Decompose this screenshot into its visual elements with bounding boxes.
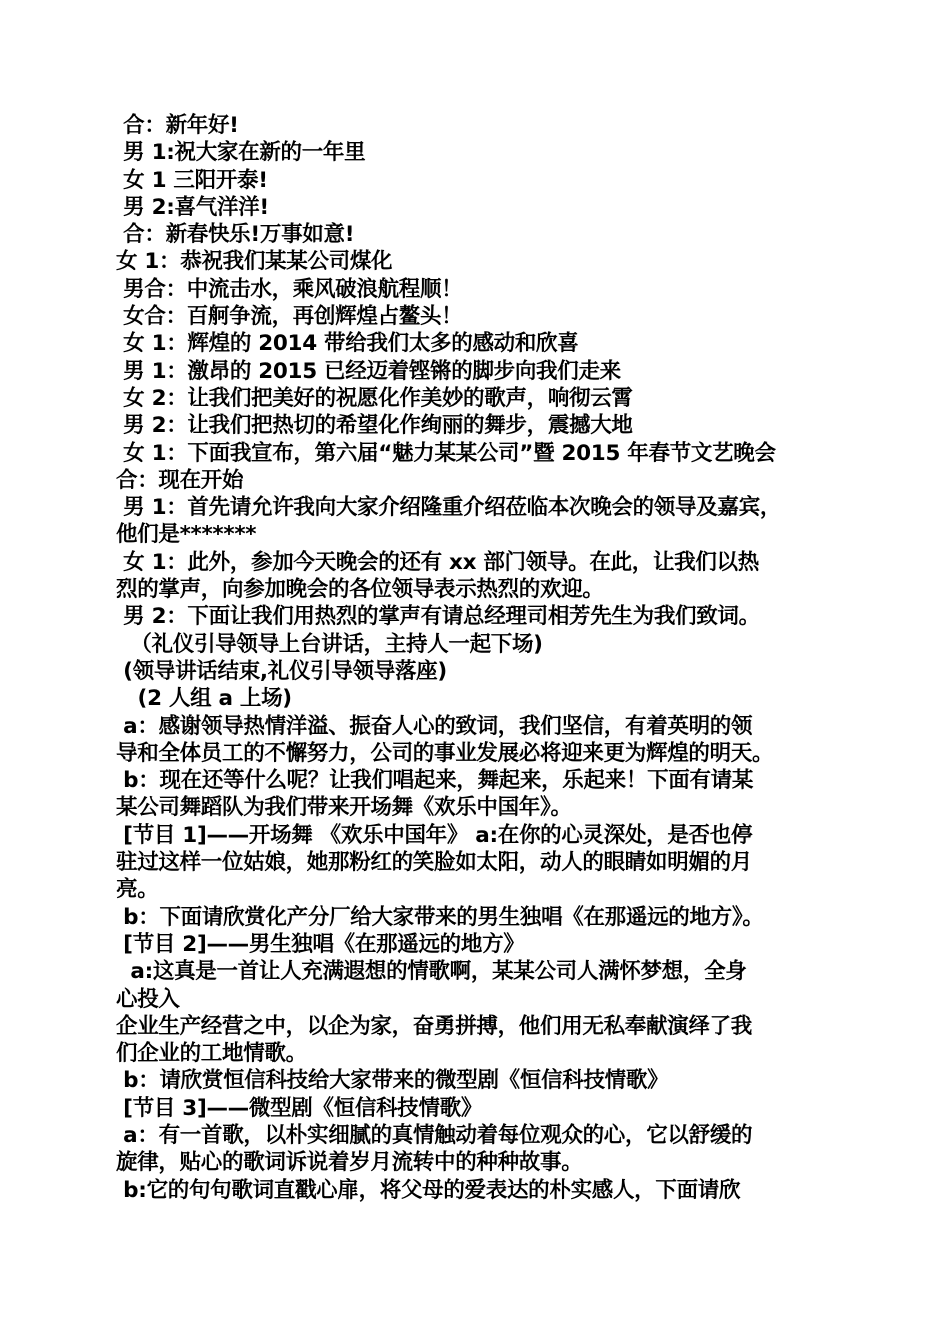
text-line: 男 2:喜气洋洋! xyxy=(116,194,269,220)
text-line: (2 人组 a 上场) xyxy=(116,686,292,712)
text-line: 女 1：此外，参加今天晚会的还有 xx 部门领导。在此，让我们以热 xyxy=(116,549,759,575)
text-line: 女 1：辉煌的 2014 带给我们太多的感动和欣喜 xyxy=(116,331,579,357)
text-line: [节目 3]——微型剧《恒信科技情歌》 xyxy=(116,1095,483,1121)
text-line: 他们是******* xyxy=(116,522,257,548)
text-line: 某公司舞蹈队为我们带来开场舞《欢乐中国年》。 xyxy=(116,795,572,821)
text-line: 男合：中流击水，乘风破浪航程顺！ xyxy=(116,276,463,302)
text-line: b:它的句句歌词直戳心扉，将父母的爱表达的朴实感人，下面请欣 xyxy=(116,1177,741,1203)
text-line: b：现在还等什么呢？让我们唱起来，舞起来，乐起来！下面有请某 xyxy=(116,768,754,794)
text-line: 男 1：首先请允许我向大家介绍隆重介绍莅临本次晚会的领导及嘉宾， xyxy=(116,495,782,521)
text-line: 女合：百舸争流，再创辉煌占鳌头！ xyxy=(116,304,463,330)
text-line: 合：现在开始 xyxy=(116,467,244,493)
text-line: 心投入 xyxy=(116,986,180,1012)
text-line: a:这真是一首让人充满遐想的情歌啊，某某公司人满怀梦想，全身 xyxy=(116,959,747,985)
text-line: 们企业的工地情歌。 xyxy=(116,1041,307,1067)
text-line: a：有一首歌，以朴实细腻的真情触动着每位观众的心，它以舒缓的 xyxy=(116,1122,753,1148)
text-line: 男 1：激昂的 2015 已经迈着铿锵的脚步向我们走来 xyxy=(116,358,621,384)
text-line: 女 1：下面我宣布，第六届“魅力某某公司”暨 2015 年春节文艺晚会 xyxy=(116,440,776,466)
text-line: 男 2：让我们把热切的希望化作绚丽的舞步，震撼大地 xyxy=(116,413,633,439)
script-text-body xyxy=(116,112,846,1204)
text-line: 亮。 xyxy=(116,877,159,903)
text-line: 企业生产经营之中，以企为家，奋勇拼搏，他们用无私奉献演绎了我 xyxy=(116,1013,753,1039)
text-line: 驻过这样一位姑娘，她那粉红的笑脸如太阳，动人的眼睛如明媚的月 xyxy=(116,850,753,876)
text-line: 女 2：让我们把美好的祝愿化作美妙的歌声，响彻云霄 xyxy=(116,385,633,411)
text-line: b：请欣赏恒信科技给大家带来的微型剧《恒信科技情歌》 xyxy=(116,1068,669,1094)
text-line: [节目 1]——开场舞 《欢乐中国年》 a:在你的心灵深处，是否也停 xyxy=(116,822,753,848)
text-line: 女 1：恭祝我们某某公司煤化 xyxy=(116,249,393,275)
text-line: 合：新年好! xyxy=(116,113,239,138)
text-line: 导和全体员工的不懈努力，公司的事业发展必将迎来更为辉煌的明天。 xyxy=(116,740,774,766)
text-line: 男 1:祝大家在新的一年里 xyxy=(116,140,366,166)
text-line: [节目 2]——男生独唱《在那遥远的地方》 xyxy=(116,931,525,957)
text-line: 合：新春快乐!万事如意! xyxy=(116,222,355,248)
text-line: 男 2：下面让我们用热烈的掌声有请总经理司相芳先生为我们致词。 xyxy=(116,604,760,630)
text-line: 旋律，贴心的歌词诉说着岁月流转中的种种故事。 xyxy=(116,1150,583,1176)
text-line: (领导讲话结束,礼仪引导领导落座) xyxy=(116,658,447,684)
text-line: （礼仪引导领导上台讲话，主持人一起下场) xyxy=(116,631,543,657)
text-line: 烈的掌声，向参加晚会的各位领导表示热烈的欢迎。 xyxy=(116,577,604,603)
text-line: b：下面请欣赏化产分厂给大家带来的男生独唱《在那遥远的地方》。 xyxy=(116,904,764,930)
text-line: a：感谢领导热情洋溢、振奋人心的致词，我们坚信，有着英明的领 xyxy=(116,713,753,739)
text-line: 女 1 三阳开泰! xyxy=(116,167,268,193)
